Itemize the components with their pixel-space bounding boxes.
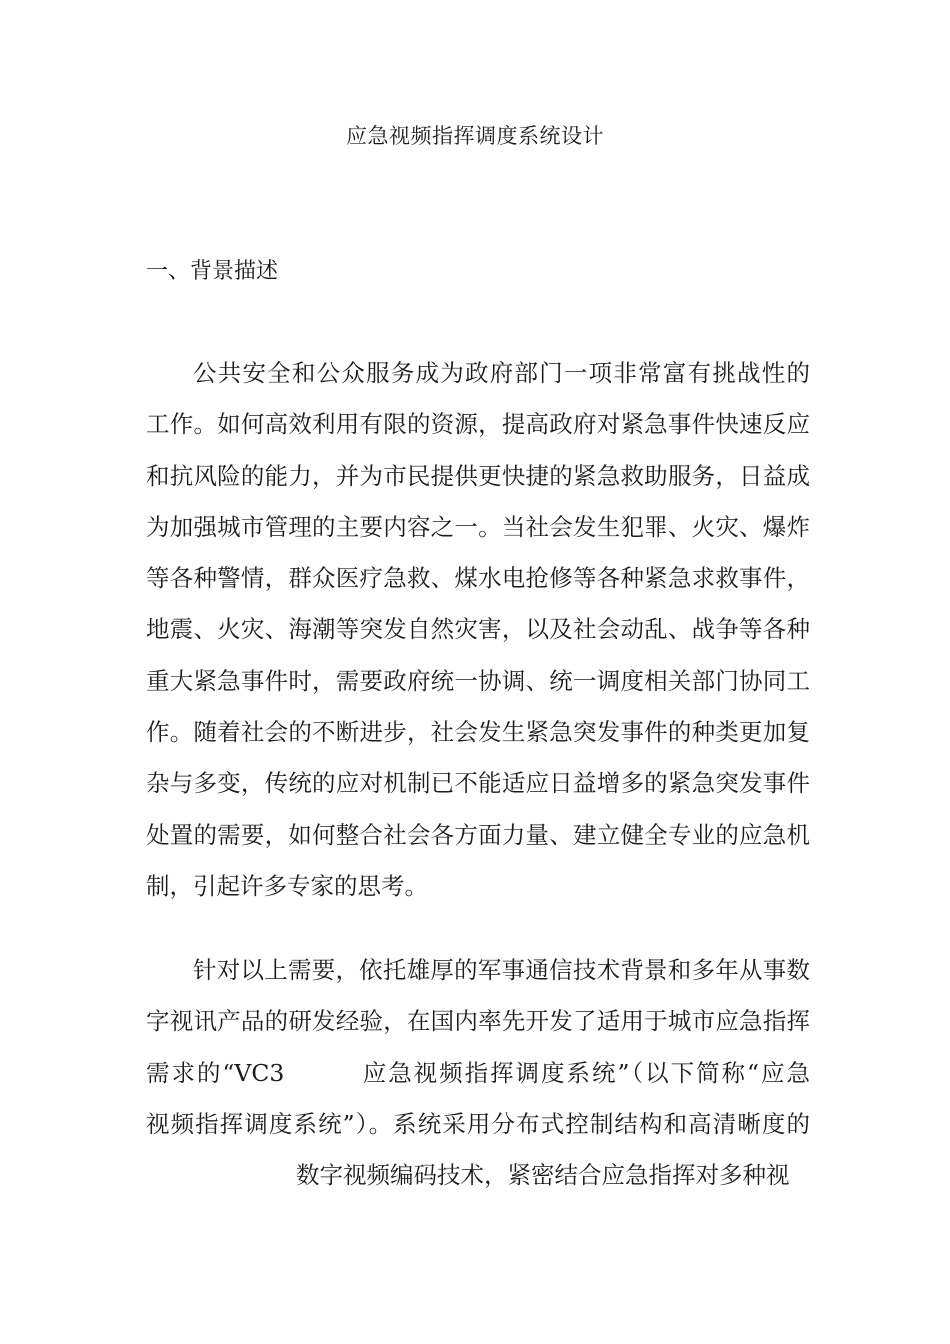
paragraph-line: 等各种警情，群众医疗急救、煤水电抢修等各种紧急求救事件， xyxy=(146,564,810,593)
paragraph-line: 工作。如何高效利用有限的资源，提高政府对紧急事件快速反应 xyxy=(146,410,810,439)
paragraph-line: 视频指挥调度系统”）。系统采用分布式控制结构和高清晰度的 xyxy=(146,1109,810,1138)
paragraph-line: 地震、火灾、海潮等突发自然灾害，以及社会动乱、战争等各种 xyxy=(146,615,810,644)
document-title: 应急视频指挥调度系统设计 xyxy=(346,124,604,148)
paragraph-1 xyxy=(146,348,810,912)
paragraph-line: 和抗风险的能力，并为市民提供更快捷的紧急救助服务，日益成 xyxy=(146,461,810,490)
paragraph-line: 重大紧急事件时，需要政府统一协调、统一调度相关部门协同工 xyxy=(146,666,810,695)
paragraph-line: 数字视频编码技术，紧密结合应急指挥对多种视 xyxy=(296,1161,790,1190)
paragraph-2 xyxy=(146,945,810,1201)
paragraph-line: 制，引起许多专家的思考。 xyxy=(146,871,428,900)
paragraph-line: 作。随着社会的不断进步，社会发生紧急突发事件的种类更加复 xyxy=(146,718,810,747)
paragraph-line: 为加强城市管理的主要内容之一。当社会发生犯罪、火灾、爆炸 xyxy=(146,512,810,541)
paragraph-line: 针对以上需要，依托雄厚的军事通信技术背景和多年从事数 xyxy=(193,956,810,984)
paragraph-line: 公共安全和公众服务成为政府部门一项非常富有挑战性的 xyxy=(193,359,810,387)
paragraph-line: 处置的需要，如何整合社会各方面力量、建立健全专业的应急机 xyxy=(146,820,810,849)
paragraph-line: 字视讯产品的研发经验，在国内率先开发了适用于城市应急指挥 xyxy=(146,1007,810,1036)
section-heading: 一、背景描述 xyxy=(146,259,279,284)
paragraph-line: 需求的“VC3 应急视频指挥调度系统”（以下简称“应急 xyxy=(146,1058,810,1087)
paragraph-line: 杂与多变，传统的应对机制已不能适应日益增多的紧急突发事件 xyxy=(146,769,810,798)
